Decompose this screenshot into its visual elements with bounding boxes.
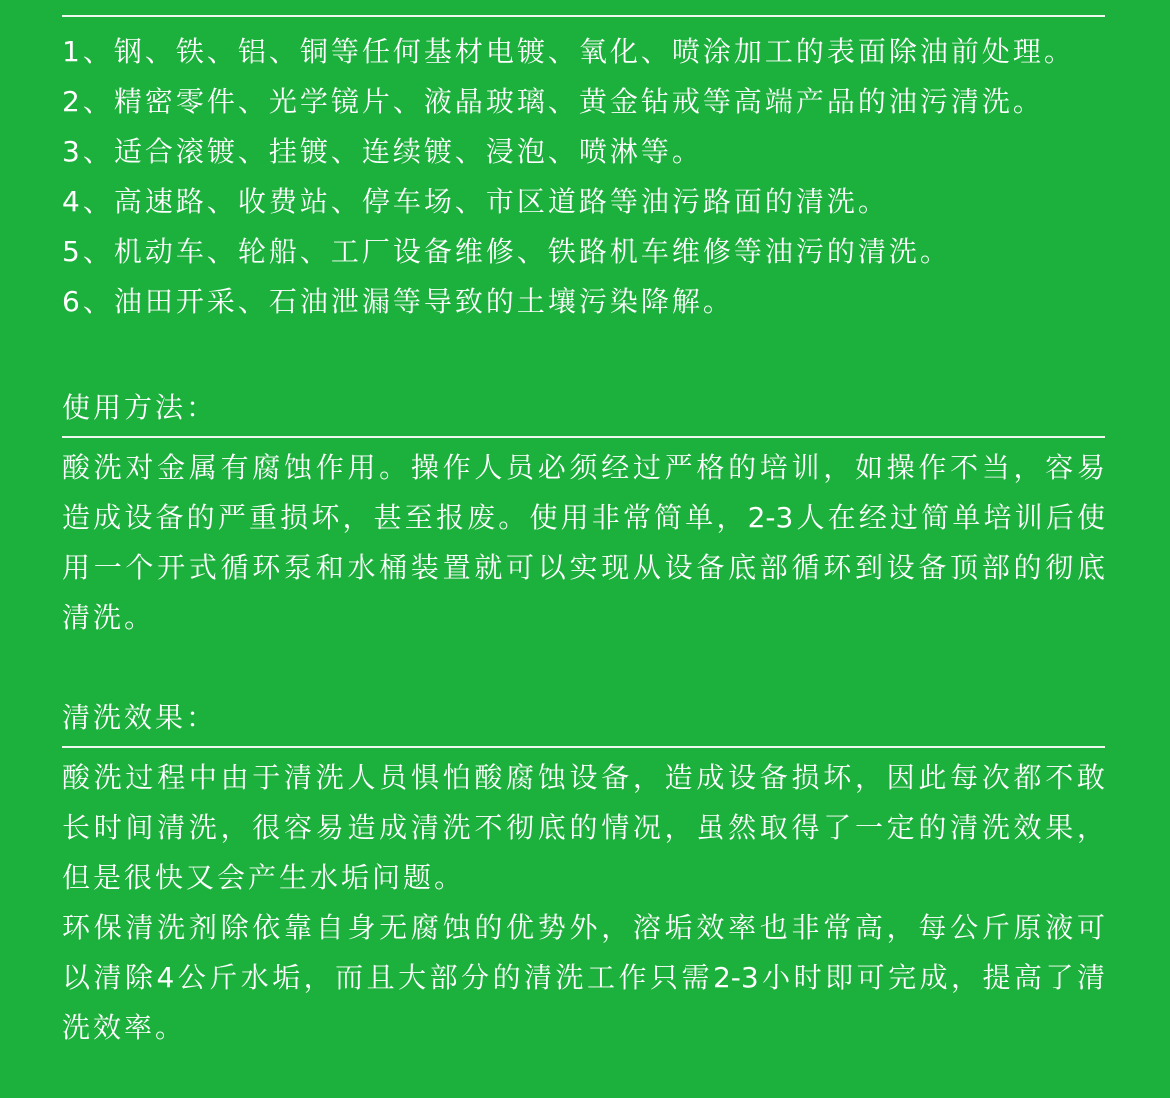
effect-paragraph <box>62 903 1105 1053</box>
usage-divider <box>62 436 1105 438</box>
usage-line: 造成设备的严重损坏，甚至报废。使用非常简单，2-3人在经过简单培训后使 <box>62 501 1105 534</box>
application-item: 2、精密零件、光学镜片、液晶玻璃、黄金钻戒等高端产品的油污清洗。 <box>62 85 1044 118</box>
usage-title: 使用方法： <box>62 391 218 424</box>
usage-paragraph <box>62 443 1105 643</box>
effect-line: 但是很快又会产生水垢问题。 <box>62 861 466 894</box>
effect-divider <box>62 746 1105 748</box>
effect-line: 环保清洗剂除依靠自身无腐蚀的优势外，溶垢效率也非常高，每公斤原液可 <box>62 911 1105 944</box>
application-item: 1、钢、铁、铝、铜等任何基材电镀、氧化、喷涂加工的表面除油前处理。 <box>62 35 1075 68</box>
effect-body <box>62 753 1105 1053</box>
applications-list <box>62 27 1105 327</box>
effect-line: 以清除4公斤水垢，而且大部分的清洗工作只需2-3小时即可完成，提高了清 <box>62 961 1105 994</box>
effect-paragraph <box>62 753 1105 903</box>
usage-line: 用一个开式循环泵和水桶装置就可以实现从设备底部循环到设备顶部的彻底 <box>62 551 1105 584</box>
applications-divider <box>62 15 1105 17</box>
effect-line: 酸洗过程中由于清洗人员惧怕酸腐蚀设备，造成设备损坏，因此每次都不敢 <box>62 761 1105 794</box>
effect-line: 长时间清洗，很容易造成清洗不彻底的情况，虽然取得了一定的清洗效果， <box>62 811 1105 844</box>
application-item: 5、机动车、轮船、工厂设备维修、铁路机车维修等油污的清洗。 <box>62 235 951 268</box>
usage-line: 酸洗对金属有腐蚀作用。操作人员必须经过严格的培训，如操作不当，容易 <box>62 451 1105 484</box>
application-item: 4、高速路、收费站、停车场、市区道路等油污路面的清洗。 <box>62 185 889 218</box>
application-item: 3、适合滚镀、挂镀、连续镀、浸泡、喷淋等。 <box>62 135 703 168</box>
effect-line: 洗效率。 <box>62 1011 187 1044</box>
effect-title: 清洗效果： <box>62 701 218 734</box>
usage-line: 清洗。 <box>62 601 156 634</box>
application-item: 6、油田开采、石油泄漏等导致的土壤污染降解。 <box>62 285 734 318</box>
